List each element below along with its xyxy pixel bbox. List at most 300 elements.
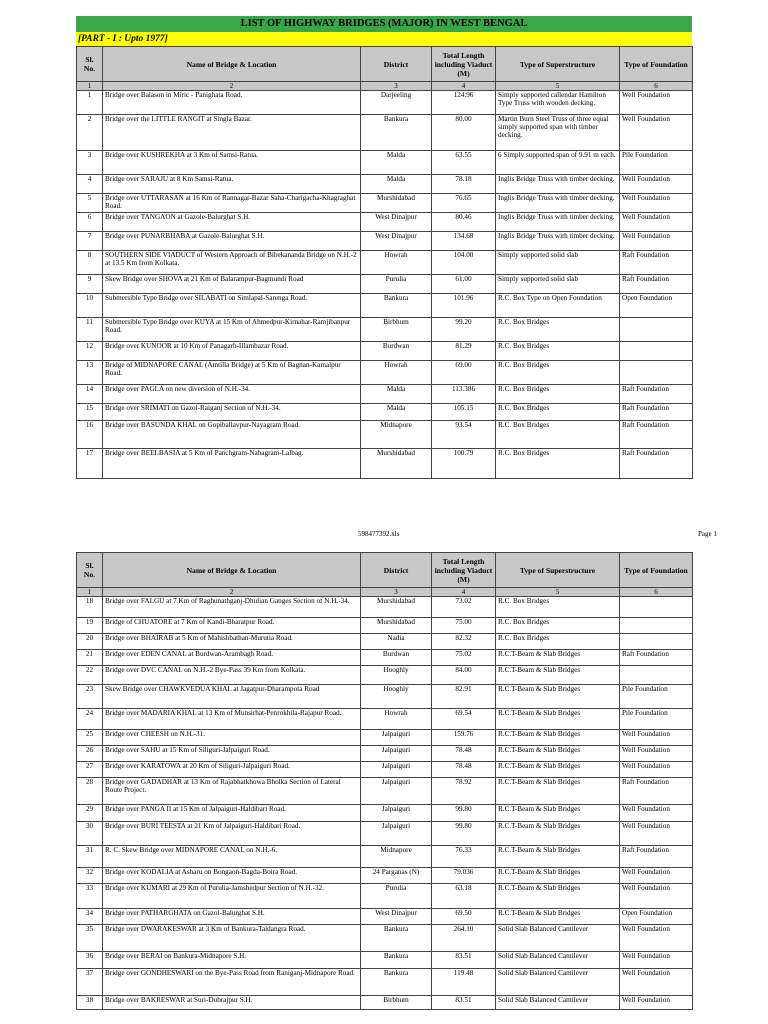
cell-sl-no: 23: [77, 685, 103, 709]
cell-district: Murshidabad: [361, 618, 432, 634]
bridges-table-2: [76, 552, 693, 1010]
cell-superstructure: R.C.T-Beam & Slab Bridges: [496, 762, 620, 778]
cell-foundation: Well Foundation: [620, 232, 693, 251]
table-row: [77, 151, 693, 175]
cell-district: Jalpaiguri: [361, 778, 432, 805]
cell-sl-no: 21: [77, 650, 103, 666]
cell-district: Birbhum: [361, 318, 432, 342]
cell-district: Darjeeling: [361, 91, 432, 115]
cell-sl-no: 25: [77, 730, 103, 746]
cell-length: 134.68: [432, 232, 496, 251]
cell-length: 79.036: [432, 868, 496, 884]
cell-foundation: Well Foundation: [620, 925, 693, 952]
cell-foundation: Well Foundation: [620, 762, 693, 778]
cell-district: Hooghly: [361, 685, 432, 709]
cell-sl-no: 35: [77, 925, 103, 952]
cell-bridge-name: Bridge of MIDNAPORE CANAL (Amtilla Bridge) at 5 Km of Bagnan-Kamalpur Road.: [103, 361, 361, 385]
cell-superstructure: R.C. Box Bridges: [496, 634, 620, 650]
cell-foundation: Raft Foundation: [620, 275, 693, 294]
header-total-length: Total Length including Viaduct (M): [432, 47, 496, 82]
cell-bridge-name: Bridge over SARAJU at 8 Km Samsi-Ratua.: [103, 175, 361, 194]
table-row: [77, 909, 693, 925]
header-row: [77, 47, 693, 82]
cell-superstructure: R.C.T-Beam & Slab Bridges: [496, 909, 620, 925]
cell-bridge-name: Bridge over BERAI on Bankura-Midnapore S.H.: [103, 952, 361, 969]
table-row: [77, 232, 693, 251]
cell-sl-no: 6: [77, 213, 103, 232]
cell-sl-no: 24: [77, 709, 103, 730]
cell-bridge-name: Bridge over BAKRESWAR at Suri-Dubrajpur S.H.: [103, 996, 361, 1010]
cell-district: Burdwan: [361, 650, 432, 666]
cell-bridge-name: Bridge over DWARAKESWAR at 3 Km of Bankura-Taldangra Road.: [103, 925, 361, 952]
cell-sl-no: 32: [77, 868, 103, 884]
column-number: 4: [432, 588, 496, 597]
cell-superstructure: Simply supported solid slab: [496, 251, 620, 275]
cell-foundation: Raft Foundation: [620, 421, 693, 449]
cell-district: Purulia: [361, 884, 432, 909]
cell-length: 73.02: [432, 597, 496, 618]
cell-bridge-name: Bridge over EDEN CANAL at Burdwan-Arambagh Road.: [103, 650, 361, 666]
table-row: [77, 650, 693, 666]
header-bridge-name: Name of Bridge & Location: [103, 47, 361, 82]
cell-foundation: Well Foundation: [620, 868, 693, 884]
cell-bridge-name: Bridge over SAHU at 15 Km of Siliguri-Jalpaiguri Road.: [103, 746, 361, 762]
cell-length: 69.00: [432, 361, 496, 385]
column-number-row: [77, 82, 693, 91]
cell-sl-no: 19: [77, 618, 103, 634]
cell-district: Murshidabad: [361, 449, 432, 479]
cell-length: 69.50: [432, 909, 496, 925]
table-row: [77, 925, 693, 952]
cell-superstructure: R.C.T-Beam & Slab Bridges: [496, 822, 620, 846]
cell-sl-no: 9: [77, 275, 103, 294]
cell-district: Malda: [361, 151, 432, 175]
cell-district: Bankura: [361, 925, 432, 952]
cell-foundation: Well Foundation: [620, 952, 693, 969]
cell-length: 100.79: [432, 449, 496, 479]
cell-length: 99.80: [432, 805, 496, 822]
table-1-body: [77, 91, 693, 479]
cell-district: Howrah: [361, 251, 432, 275]
cell-sl-no: 13: [77, 361, 103, 385]
cell-sl-no: 29: [77, 805, 103, 822]
cell-length: 63.55: [432, 151, 496, 175]
sheet-page-1: [76, 16, 692, 479]
cell-foundation: Well Foundation: [620, 996, 693, 1010]
column-number: 2: [103, 82, 361, 91]
cell-superstructure: R.C. Box Bridges: [496, 385, 620, 404]
cell-length: 61.00: [432, 275, 496, 294]
header-row: [77, 553, 693, 588]
cell-superstructure: R.C.T-Beam & Slab Bridges: [496, 709, 620, 730]
cell-superstructure: Solid Slab Balanced Cantilever: [496, 969, 620, 996]
cell-foundation: Raft Foundation: [620, 449, 693, 479]
cell-foundation: Well Foundation: [620, 175, 693, 194]
cell-foundation: Well Foundation: [620, 805, 693, 822]
table-row: [77, 805, 693, 822]
table-row: [77, 213, 693, 232]
cell-sl-no: 20: [77, 634, 103, 650]
table-row: [77, 385, 693, 404]
cell-bridge-name: Bridge over BASUNDA KHAL on Gopiballavpur-Nayagram Road.: [103, 421, 361, 449]
bridges-table-1: [76, 46, 693, 479]
cell-superstructure: R.C.T-Beam & Slab Bridges: [496, 730, 620, 746]
table-row: [77, 666, 693, 685]
cell-sl-no: 22: [77, 666, 103, 685]
table-row: [77, 449, 693, 479]
cell-superstructure: 6 Simply supported span of 9.91 m each.: [496, 151, 620, 175]
cell-foundation: Well Foundation: [620, 730, 693, 746]
cell-superstructure: R.C.T-Beam & Slab Bridges: [496, 650, 620, 666]
cell-bridge-name: Bridge over the LITTLE RANGIT at Singla Bazar.: [103, 115, 361, 151]
cell-length: 83.51: [432, 996, 496, 1010]
cell-bridge-name: Bridge over BURI TEESTA at 21 Km of Jalpaiguri-Haldibari Road.: [103, 822, 361, 846]
cell-foundation: Pile Foundation: [620, 685, 693, 709]
header-superstructure: Type of Superstructure: [496, 553, 620, 588]
cell-district: Malda: [361, 385, 432, 404]
cell-sl-no: 34: [77, 909, 103, 925]
cell-bridge-name: Bridge over Balason in Miric - Panighata Road.: [103, 91, 361, 115]
cell-length: 80.00: [432, 115, 496, 151]
cell-sl-no: 17: [77, 449, 103, 479]
cell-foundation: Well Foundation: [620, 115, 693, 151]
sheet-page-2: [76, 552, 692, 1010]
table-row: [77, 709, 693, 730]
cell-foundation: Raft Foundation: [620, 404, 693, 421]
cell-superstructure: R.C. Box Bridges: [496, 404, 620, 421]
cell-superstructure: R.C. Box Bridges: [496, 449, 620, 479]
cell-sl-no: 36: [77, 952, 103, 969]
cell-superstructure: R.C.T-Beam & Slab Bridges: [496, 805, 620, 822]
cell-length: 82.91: [432, 685, 496, 709]
cell-sl-no: 27: [77, 762, 103, 778]
cell-bridge-name: Bridge over GONDHESWARI on the Bye-Pass Road from Raniganj-Midnapore Road.: [103, 969, 361, 996]
cell-sl-no: 12: [77, 342, 103, 361]
cell-superstructure: R.C.T-Beam & Slab Bridges: [496, 846, 620, 868]
cell-length: 78.92: [432, 778, 496, 805]
cell-superstructure: R.C.T-Beam & Slab Bridges: [496, 778, 620, 805]
cell-foundation: Well Foundation: [620, 213, 693, 232]
cell-superstructure: R.C. Box Type on Open Foundation: [496, 294, 620, 318]
cell-sl-no: 31: [77, 846, 103, 868]
column-number: 5: [496, 588, 620, 597]
cell-length: 99.80: [432, 822, 496, 846]
column-number-row: [77, 588, 693, 597]
cell-district: Jalpaiguri: [361, 746, 432, 762]
cell-sl-no: 26: [77, 746, 103, 762]
table-row: [77, 618, 693, 634]
cell-district: Murshidabad: [361, 597, 432, 618]
cell-length: 101.96: [432, 294, 496, 318]
table-row: [77, 318, 693, 342]
table-row: [77, 251, 693, 275]
cell-sl-no: 38: [77, 996, 103, 1010]
cell-length: 119.48: [432, 969, 496, 996]
cell-bridge-name: Bridge over KUNOOR at 10 Km of Panagarh-Illambazar Road.: [103, 342, 361, 361]
part-label: [PART - I : Upto 1977]: [76, 32, 692, 46]
cell-superstructure: R.C.T-Beam & Slab Bridges: [496, 685, 620, 709]
cell-district: West Dinajpur: [361, 909, 432, 925]
cell-bridge-name: Bridge over PAGLA on new diversion of N.H.-34.: [103, 385, 361, 404]
table-row: [77, 685, 693, 709]
column-number: 1: [77, 588, 103, 597]
cell-sl-no: 11: [77, 318, 103, 342]
cell-length: 93.54: [432, 421, 496, 449]
cell-sl-no: 37: [77, 969, 103, 996]
cell-district: West Dinajpur: [361, 232, 432, 251]
cell-bridge-name: Bridge over MADARIA KHAL at 13 Km of Munsirhat-Penrokhila-Rajapur Road.: [103, 709, 361, 730]
cell-length: 124.96: [432, 91, 496, 115]
cell-foundation: Raft Foundation: [620, 385, 693, 404]
cell-district: Howrah: [361, 361, 432, 385]
cell-superstructure: R.C.T-Beam & Slab Bridges: [496, 746, 620, 762]
cell-bridge-name: Bridge over SRIMATI on Gazol-Raiganj Section of N.H.-34.: [103, 404, 361, 421]
cell-bridge-name: Bridge over CHEESH on N.H.-31.: [103, 730, 361, 746]
cell-superstructure: R.C.T-Beam & Slab Bridges: [496, 666, 620, 685]
cell-length: 63.18: [432, 884, 496, 909]
cell-length: 83.51: [432, 952, 496, 969]
cell-superstructure: R.C.T-Beam & Slab Bridges: [496, 868, 620, 884]
cell-superstructure: Simply supported callendar Hamilton Type Truss with wooden decking.: [496, 91, 620, 115]
cell-foundation: Well Foundation: [620, 822, 693, 846]
cell-foundation: [620, 361, 693, 385]
cell-foundation: Well Foundation: [620, 969, 693, 996]
cell-foundation: Well Foundation: [620, 746, 693, 762]
table-row: [77, 762, 693, 778]
cell-bridge-name: Bridge over PANGA II at 15 Km of Jalpaiguri-Haldibari Road.: [103, 805, 361, 822]
cell-foundation: [620, 634, 693, 650]
cell-district: Birbhum: [361, 996, 432, 1010]
cell-bridge-name: Bridge over KUMARI at 29 Km of Purulia-Jamshedpur Section of N.H.-32.: [103, 884, 361, 909]
cell-length: 81.29: [432, 342, 496, 361]
cell-superstructure: Solid Slab Balanced Cantilever: [496, 996, 620, 1010]
cell-district: Malda: [361, 404, 432, 421]
table-row: [77, 822, 693, 846]
page-footer: [0, 530, 768, 540]
cell-superstructure: R.C. Box Bridges: [496, 421, 620, 449]
cell-district: Jalpaiguri: [361, 822, 432, 846]
cell-sl-no: 3: [77, 151, 103, 175]
column-number: 4: [432, 82, 496, 91]
table-row: [77, 294, 693, 318]
cell-superstructure: Inglis Bridge Truss with timber decking.: [496, 194, 620, 213]
cell-bridge-name: Bridge over BHAIRAB at 5 Km of Mahishbathan-Murutia Road.: [103, 634, 361, 650]
cell-bridge-name: Bridge over KODALIA at Asharu on Bongaon-Bagda-Boira Road.: [103, 868, 361, 884]
cell-length: 264.10: [432, 925, 496, 952]
cell-superstructure: Martin Burn Steel Truss of three equal simply supported span with timber decking.: [496, 115, 620, 151]
cell-superstructure: R.C. Box Bridges: [496, 618, 620, 634]
cell-length: 78.18: [432, 175, 496, 194]
cell-foundation: Raft Foundation: [620, 778, 693, 805]
cell-foundation: [620, 318, 693, 342]
cell-length: 78.48: [432, 762, 496, 778]
cell-foundation: Open Foundation: [620, 294, 693, 318]
table-row: [77, 91, 693, 115]
table-row: [77, 846, 693, 868]
file-name: 598477392.xls: [358, 530, 400, 538]
cell-bridge-name: SOUTHERN SIDE VIADUCT of Western Approach of Bibekananda Bridge on N.H.-2 at 13.5 Km from Kolkata.: [103, 251, 361, 275]
cell-bridge-name: Bridge over GADADHAR at 13 Km of Rajabhatkhowa Bholka Section of Lateral Route Project.: [103, 778, 361, 805]
cell-length: 104.00: [432, 251, 496, 275]
cell-bridge-name: Submersible Type Bridge over SILABATI on Simlapal-Sarenga Road.: [103, 294, 361, 318]
cell-superstructure: Solid Slab Balanced Cantilever: [496, 952, 620, 969]
table-row: [77, 952, 693, 969]
cell-district: West Dinajpur: [361, 213, 432, 232]
cell-foundation: Well Foundation: [620, 91, 693, 115]
page-number: Page 1: [698, 530, 717, 538]
table-row: [77, 421, 693, 449]
cell-superstructure: R.C.T-Beam & Slab Bridges: [496, 884, 620, 909]
cell-superstructure: R.C. Box Bridges: [496, 318, 620, 342]
cell-superstructure: Inglis Bridge Truss with timber decking.: [496, 175, 620, 194]
column-number: 2: [103, 588, 361, 597]
cell-bridge-name: Bridge over DVC CANAL on N.H.-2 Bye-Pass 39 Km from Kolkata.: [103, 666, 361, 685]
cell-bridge-name: R. C. Skew Bridge over MIDNAPORE CANAL on N.H.-6.: [103, 846, 361, 868]
cell-bridge-name: Bridge over UTTARASAN at 16 Km of Rannagar-Bazar Saha-Charigacha-Khagraghat Road.: [103, 194, 361, 213]
cell-foundation: [620, 342, 693, 361]
cell-bridge-name: Bridge over FALGU at 7 Km of Raghunathganj-Dhulian Ganges Section of N.H.-34.: [103, 597, 361, 618]
cell-sl-no: 30: [77, 822, 103, 846]
cell-sl-no: 28: [77, 778, 103, 805]
cell-superstructure: Solid Slab Balanced Cantilever: [496, 925, 620, 952]
cell-district: Midnapore: [361, 846, 432, 868]
cell-foundation: Well Foundation: [620, 884, 693, 909]
table-row: [77, 730, 693, 746]
cell-superstructure: Inglis Bridge Truss with timber decking.: [496, 232, 620, 251]
cell-foundation: Raft Foundation: [620, 650, 693, 666]
cell-superstructure: R.C. Box Bridges: [496, 342, 620, 361]
cell-district: Bankura: [361, 294, 432, 318]
header-bridge-name: Name of Bridge & Location: [103, 553, 361, 588]
cell-bridge-name: Bridge over TANGAON at Gazole-Balurghat S.H.: [103, 213, 361, 232]
cell-superstructure: Inglis Bridge Truss with timber decking.: [496, 213, 620, 232]
cell-district: 24 Parganas (N): [361, 868, 432, 884]
cell-sl-no: 15: [77, 404, 103, 421]
cell-length: 76.65: [432, 194, 496, 213]
cell-foundation: Pile Foundation: [620, 709, 693, 730]
cell-length: 113.386: [432, 385, 496, 404]
cell-sl-no: 10: [77, 294, 103, 318]
column-number: 3: [361, 82, 432, 91]
cell-sl-no: 1: [77, 91, 103, 115]
cell-length: 82.32: [432, 634, 496, 650]
table-row: [77, 634, 693, 650]
cell-sl-no: 16: [77, 421, 103, 449]
column-number: 3: [361, 588, 432, 597]
cell-district: Murshidabad: [361, 194, 432, 213]
column-number: 5: [496, 82, 620, 91]
header-district: District: [361, 553, 432, 588]
cell-sl-no: 18: [77, 597, 103, 618]
cell-district: Jalpaiguri: [361, 805, 432, 822]
cell-length: 78.48: [432, 746, 496, 762]
cell-district: Howrah: [361, 709, 432, 730]
cell-district: Nadia: [361, 634, 432, 650]
cell-length: 84.00: [432, 666, 496, 685]
cell-bridge-name: Submersible Type Bridge over KUYA at 15 Km of Ahmedpur-Kirnahar-Ramjibanpur Road.: [103, 318, 361, 342]
table-row: [77, 404, 693, 421]
cell-length: 75.00: [432, 618, 496, 634]
cell-district: Jalpaiguri: [361, 762, 432, 778]
document-title: LIST OF HIGHWAY BRIDGES (MAJOR) IN WEST BENGAL: [76, 16, 692, 32]
table-row: [77, 275, 693, 294]
cell-district: Purulia: [361, 275, 432, 294]
cell-foundation: Raft Foundation: [620, 251, 693, 275]
cell-bridge-name: Skew Bridge over SHOVA at 21 Km of Balarampur-Bagmundi Road: [103, 275, 361, 294]
cell-length: 80.46: [432, 213, 496, 232]
header-district: District: [361, 47, 432, 82]
table-row: [77, 778, 693, 805]
table-row: [77, 361, 693, 385]
cell-district: Bankura: [361, 115, 432, 151]
table-row: [77, 175, 693, 194]
cell-foundation: Open Foundation: [620, 909, 693, 925]
cell-superstructure: R.C. Box Bridges: [496, 361, 620, 385]
table-row: [77, 194, 693, 213]
header-foundation: Type of Foundation: [620, 47, 693, 82]
table-row: [77, 884, 693, 909]
cell-bridge-name: Bridge over BEELBASIA at 5 Km of Panchgram-Nabagram-Lalbag.: [103, 449, 361, 479]
column-number: 6: [620, 82, 693, 91]
cell-foundation: [620, 618, 693, 634]
header-superstructure: Type of Superstructure: [496, 47, 620, 82]
cell-length: 105.15: [432, 404, 496, 421]
header-sl-no: Sl. No.: [77, 47, 103, 82]
cell-foundation: [620, 666, 693, 685]
cell-district: Bankura: [361, 969, 432, 996]
cell-length: 75.02: [432, 650, 496, 666]
cell-bridge-name: Bridge over KARATOWA at 20 Km of Siliguri-Jalpaiguri Road.: [103, 762, 361, 778]
cell-district: Malda: [361, 175, 432, 194]
table-row: [77, 597, 693, 618]
cell-bridge-name: Bridge of CHUATORE at 7 Km of Kandi-Bharatpur Road.: [103, 618, 361, 634]
table-row: [77, 746, 693, 762]
column-number: 6: [620, 588, 693, 597]
cell-district: Jalpaiguri: [361, 730, 432, 746]
cell-district: Hooghly: [361, 666, 432, 685]
cell-bridge-name: Bridge over KUSHREKHA at 3 Km of Samsi-Ratua.: [103, 151, 361, 175]
cell-foundation: Raft Foundation: [620, 846, 693, 868]
cell-bridge-name: Bridge over PATHARGHATA on Gazol-Balurghat S.H.: [103, 909, 361, 925]
cell-sl-no: 4: [77, 175, 103, 194]
cell-length: 159.76: [432, 730, 496, 746]
cell-sl-no: 33: [77, 884, 103, 909]
table-row: [77, 969, 693, 996]
table-row: [77, 115, 693, 151]
header-total-length: Total Length including Viaduct (M): [432, 553, 496, 588]
table-row: [77, 996, 693, 1010]
header-foundation: Type of Foundation: [620, 553, 693, 588]
cell-superstructure: R.C. Box Bridges: [496, 597, 620, 618]
cell-sl-no: 14: [77, 385, 103, 404]
cell-sl-no: 5: [77, 194, 103, 213]
header-sl-no: Sl. No.: [77, 553, 103, 588]
cell-foundation: [620, 597, 693, 618]
cell-district: Bankura: [361, 952, 432, 969]
cell-bridge-name: Bridge over PUNARBHABA at Gazole-Balurghat S.H.: [103, 232, 361, 251]
table-2-body: [77, 597, 693, 1010]
cell-sl-no: 8: [77, 251, 103, 275]
cell-foundation: Pile Foundation: [620, 151, 693, 175]
cell-length: 76.33: [432, 846, 496, 868]
cell-bridge-name: Skew Bridge over CHAWKVEDUA KHAL at Jagatpur-Dharampota Road: [103, 685, 361, 709]
column-number: 1: [77, 82, 103, 91]
table-row: [77, 342, 693, 361]
cell-superstructure: Simply supported solid slab: [496, 275, 620, 294]
cell-district: Burdwan: [361, 342, 432, 361]
cell-sl-no: 7: [77, 232, 103, 251]
cell-sl-no: 2: [77, 115, 103, 151]
